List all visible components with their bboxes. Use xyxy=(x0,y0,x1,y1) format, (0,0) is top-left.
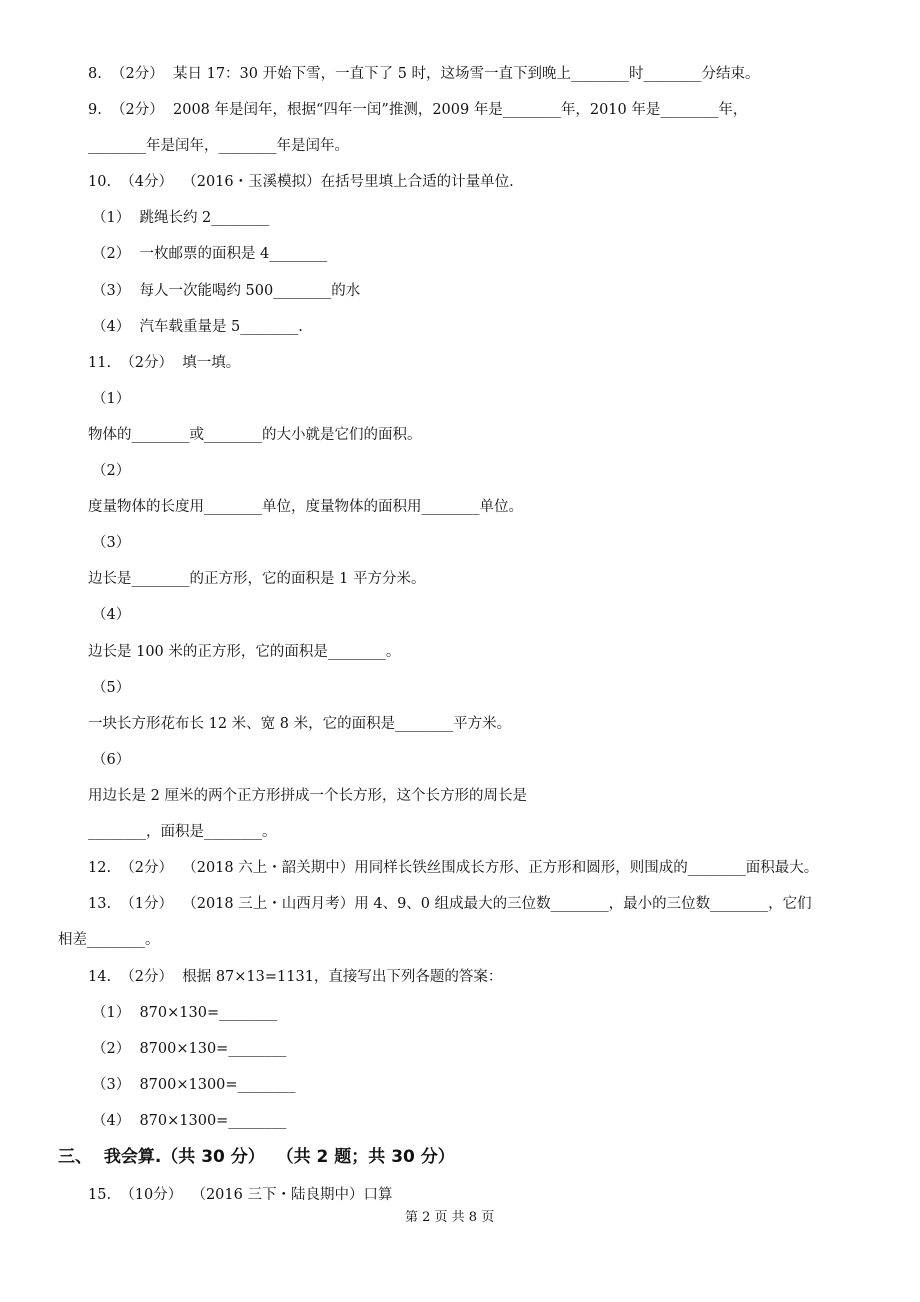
sub-number: （5） xyxy=(92,680,131,696)
question-10-item: （2） 一枚邮票的面积是 4________ xyxy=(92,246,328,262)
question-14-item: （3） 8700×1300=________ xyxy=(92,1077,296,1093)
sub-number: （3） xyxy=(92,535,131,551)
sub-number: （2） xyxy=(92,463,131,479)
sub-number: （1） xyxy=(92,391,131,407)
question-10: 10. （4分） （2016・玉溪模拟）在括号里填上合适的计量单位. xyxy=(88,174,514,190)
question-14-item: （2） 8700×130=________ xyxy=(92,1041,287,1057)
question-14-item: （4） 870×1300=________ xyxy=(92,1113,287,1129)
question-13-cont: 相差________。 xyxy=(58,932,160,948)
question-10-item: （1） 跳绳长约 2________ xyxy=(92,210,270,226)
question-11-text: 用边长是 2 厘米的两个正方形拼成一个长方形，这个长方形的周长是 xyxy=(88,788,527,804)
question-11-text: 度量物体的长度用________单位，度量物体的面积用________单位。 xyxy=(88,499,523,515)
question-14-item: （1） 870×130=________ xyxy=(92,1005,278,1021)
question-12: 12. （2分） （2018 六上・韶关期中）用同样长铁丝围成长方形、正方形和圆形，则围成的________面积最大。 xyxy=(88,860,819,876)
section-heading: 三、 我会算.（共 30 分） （共 2 题；共 30 分） xyxy=(58,1147,455,1167)
question-10-item: （4） 汽车载重量是 5________. xyxy=(92,319,303,335)
question-11-text: 边长是________的正方形，它的面积是 1 平方分米。 xyxy=(88,571,426,587)
question-9-cont: ________年是闰年，________年是闰年。 xyxy=(88,138,349,154)
sub-number: （4） xyxy=(92,607,131,623)
question-15: 15. （10分） （2016 三下・陆良期中）口算 xyxy=(88,1187,393,1203)
question-14: 14. （2分） 根据 87×13=1131，直接写出下列各题的答案： xyxy=(88,969,503,985)
question-11-text: 边长是 100 米的正方形，它的面积是________。 xyxy=(88,644,401,660)
question-11-text: 一块长方形花布长 12 米、宽 8 米，它的面积是________平方米。 xyxy=(88,716,512,732)
page-footer: 第 2 页 共 8 页 xyxy=(405,1210,495,1225)
question-13: 13. （1分） （2018 三上・山西月考）用 4、9、0 组成最大的三位数________，最小的三位数________，它们 xyxy=(88,896,812,912)
question-11-text: ________，面积是________。 xyxy=(88,824,277,840)
question-11: 11. （2分） 填一填。 xyxy=(88,355,241,371)
question-10-item: （3） 每人一次能喝约 500________的水 xyxy=(92,283,361,299)
question-8: 8. （2分） 某日 17：30 开始下雪，一直下了 5 时，这场雪一直下到晚上________时________分结束。 xyxy=(88,66,760,82)
sub-number: （6） xyxy=(92,752,131,768)
question-11-text: 物体的________或________的大小就是它们的面积。 xyxy=(88,427,422,443)
question-9: 9. （2分） 2008 年是闰年，根据“四年一闰”推测，2009 年是________年，2010 年是________年， xyxy=(88,102,748,118)
